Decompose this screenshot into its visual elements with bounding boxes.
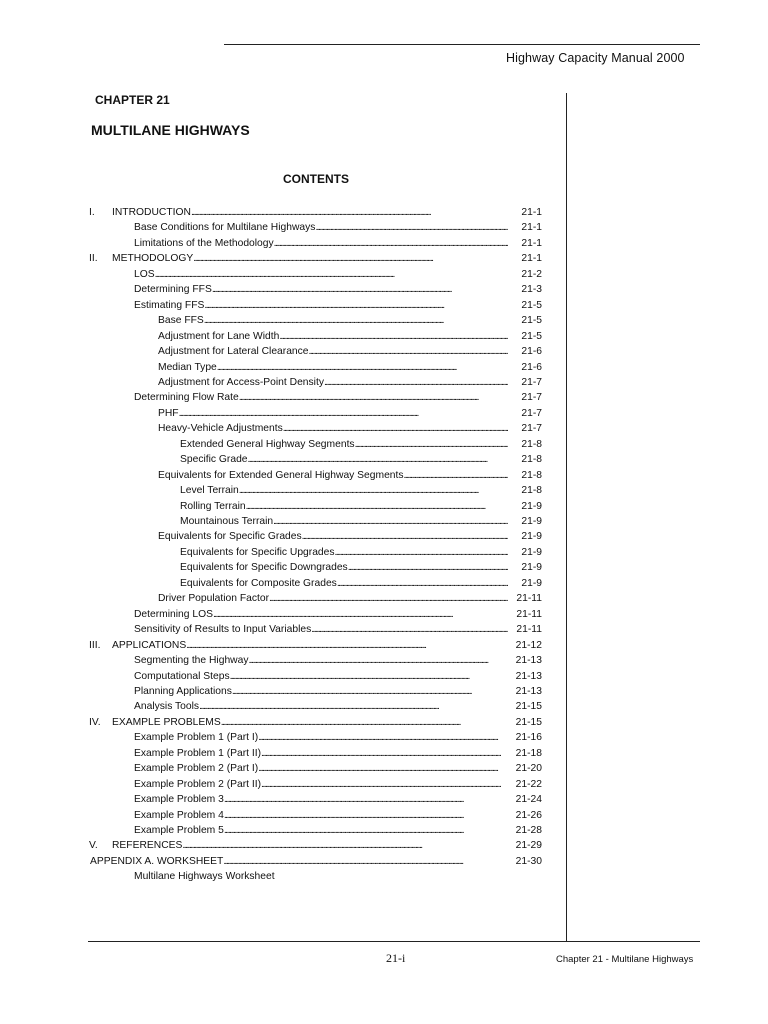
toc-entry[interactable] xyxy=(0,560,768,575)
toc-page-number: 21-16 xyxy=(515,732,542,744)
toc-page-number: 21-7 xyxy=(521,407,542,419)
toc-page-number: 21-7 xyxy=(521,423,542,435)
toc-dot-leader xyxy=(230,669,508,684)
toc-entry-label: Example Problem 5 xyxy=(134,825,224,836)
toc-dot-leader xyxy=(221,715,508,730)
toc-dot-leader xyxy=(217,360,508,375)
toc-entry-label: Determining FFS xyxy=(134,284,212,296)
toc-entry[interactable] xyxy=(0,808,768,823)
toc-dot-leader xyxy=(193,251,508,266)
toc-entry[interactable] xyxy=(0,421,768,436)
page-number: 21-i xyxy=(386,951,406,965)
toc-entry-label: Adjustment for Lane Width xyxy=(158,330,280,342)
toc-page-number: 21-8 xyxy=(521,454,542,466)
toc-entry-label: Equivalents for Extended General Highway Segments xyxy=(158,469,404,481)
toc-entry[interactable] xyxy=(0,838,768,853)
toc-dot-leader xyxy=(212,282,508,297)
toc-entry-label: Example Problem 1 (Part I) xyxy=(134,732,259,744)
toc-page-number: 21-5 xyxy=(521,315,542,327)
toc-entry[interactable] xyxy=(0,344,768,359)
toc-dot-leader xyxy=(191,205,508,220)
toc-entry[interactable] xyxy=(0,699,768,714)
toc-entry-label: Limitations of the Methodology xyxy=(134,237,274,249)
toc-page-number: 21-11 xyxy=(516,624,542,636)
toc-dot-leader xyxy=(204,298,508,313)
toc-page-number: 21-1 xyxy=(521,237,542,249)
toc-dot-leader xyxy=(248,452,508,467)
toc-page-number: 21-29 xyxy=(515,840,542,852)
running-header: Highway Capacity Manual 2000 xyxy=(506,51,685,65)
toc-dot-leader xyxy=(199,699,508,714)
toc-entry-label: REFERENCES xyxy=(112,840,183,852)
toc-entry[interactable] xyxy=(0,684,768,699)
toc-entry-label: Base FFS xyxy=(158,315,204,327)
toc-entry[interactable] xyxy=(0,607,768,622)
toc-dot-leader xyxy=(204,313,508,328)
toc-dot-leader xyxy=(246,499,508,514)
toc-dot-leader xyxy=(224,808,508,823)
toc-dot-leader xyxy=(261,746,508,761)
toc-dot-leader xyxy=(239,483,508,498)
toc-page-number: 21-1 xyxy=(521,253,542,265)
toc-entry-label: Multilane Highways Worksheet xyxy=(134,871,275,883)
toc-entry-label: Determining Flow Rate xyxy=(134,392,239,404)
toc-entry-label: Sensitivity of Results to Input Variables xyxy=(134,624,312,636)
toc-dot-leader xyxy=(355,437,508,452)
toc-entry-label: Base Conditions for Multilane Highways xyxy=(134,222,316,234)
toc-dot-leader xyxy=(273,514,508,529)
toc-dot-leader xyxy=(182,838,508,853)
toc-entry[interactable] xyxy=(0,638,768,653)
toc-dot-leader xyxy=(258,730,508,745)
toc-entry[interactable] xyxy=(0,622,768,637)
toc-entry-label: Equivalents for Specific Downgrades xyxy=(180,562,348,574)
toc-dot-leader xyxy=(348,560,508,575)
toc-page-number: 21-11 xyxy=(516,608,542,620)
toc-dot-leader xyxy=(279,329,508,344)
toc-page-number: 21-26 xyxy=(515,809,542,821)
toc-dot-leader xyxy=(315,220,508,235)
toc-entry[interactable] xyxy=(0,375,768,390)
toc-entry-label: INTRODUCTION xyxy=(112,207,191,218)
toc-entry-label: Equivalents for Specific Upgrades xyxy=(180,546,335,558)
toc-entry[interactable] xyxy=(0,267,768,282)
toc-entry-label: LOS xyxy=(134,268,155,280)
toc-entry[interactable] xyxy=(0,715,768,730)
toc-entry[interactable] xyxy=(0,669,768,684)
toc-entry[interactable] xyxy=(0,792,768,807)
toc-page-number: 21-5 xyxy=(521,330,542,342)
toc-dot-leader xyxy=(404,468,508,483)
toc-page-number: 21-22 xyxy=(515,778,542,790)
toc-page-number: 21-18 xyxy=(515,747,542,759)
toc-dot-leader xyxy=(269,591,508,606)
toc-dot-leader xyxy=(283,421,508,436)
toc-page-number: 21-12 xyxy=(515,639,542,651)
toc-dot-leader xyxy=(261,777,508,792)
toc-page-number: 21-13 xyxy=(515,670,542,682)
toc-entry-label: Example Problem 3 xyxy=(134,794,224,806)
toc-page-number: 21-9 xyxy=(521,500,542,512)
toc-dot-leader xyxy=(337,576,508,591)
toc-entry-label: Computational Steps xyxy=(134,670,230,682)
toc-page-number: 21-20 xyxy=(515,763,542,775)
toc-entry[interactable] xyxy=(0,514,768,529)
toc-entry[interactable] xyxy=(0,282,768,297)
toc-entry[interactable] xyxy=(0,823,768,838)
toc-page-number: 21-7 xyxy=(521,376,542,388)
toc-entry[interactable] xyxy=(0,529,768,544)
toc-page-number: 21-2 xyxy=(521,268,542,280)
toc-page-number: 21-9 xyxy=(521,531,542,543)
toc-entry-label: Determining LOS xyxy=(134,608,213,620)
toc-entry-label: Equivalents for Specific Grades xyxy=(158,531,302,543)
toc-entry-label: EXAMPLE PROBLEMS xyxy=(112,716,221,728)
toc-page-number: 21-11 xyxy=(516,593,542,605)
toc-dot-leader xyxy=(309,344,508,359)
toc-dot-leader xyxy=(311,622,508,637)
toc-entry-label: Extended General Highway Segments xyxy=(180,438,355,450)
toc-entry-label: Example Problem 1 (Part II) xyxy=(134,747,262,759)
toc-dot-leader xyxy=(224,823,508,838)
toc-page-number: 21-6 xyxy=(521,346,542,358)
header-rule xyxy=(224,44,700,45)
toc-page-number: 21-3 xyxy=(521,284,542,296)
toc-section-numeral: III. xyxy=(89,639,101,651)
toc-entry-label: Example Problem 2 (Part I) xyxy=(134,763,259,775)
toc-entry[interactable] xyxy=(0,653,768,668)
toc-page-number: 21-8 xyxy=(521,469,542,481)
toc-dot-leader xyxy=(324,375,508,390)
toc-entry-label: Driver Population Factor xyxy=(158,593,270,605)
toc-entry[interactable] xyxy=(0,360,768,375)
toc-entry-label: Mountainous Terrain xyxy=(180,516,274,527)
toc-page-number: 21-5 xyxy=(521,299,542,311)
toc-entry-label: Rolling Terrain xyxy=(180,500,246,512)
toc-entry[interactable] xyxy=(0,205,768,220)
toc-entry-label: Example Problem 2 (Part II) xyxy=(134,778,262,790)
toc-dot-leader xyxy=(186,638,508,653)
toc-section-numeral: V. xyxy=(89,840,98,852)
toc-entry[interactable] xyxy=(0,761,768,776)
toc-section-numeral: IV. xyxy=(89,716,101,728)
toc-entry-label: APPENDIX A. WORKSHEET xyxy=(90,855,224,867)
toc-dot-leader xyxy=(239,390,508,405)
toc-entry[interactable] xyxy=(0,313,768,328)
toc-entry-label: Estimating FFS xyxy=(134,299,205,311)
toc-entry[interactable] xyxy=(0,854,768,869)
toc-entry[interactable] xyxy=(0,251,768,266)
toc-entry[interactable] xyxy=(0,499,768,514)
toc-entry[interactable] xyxy=(0,483,768,498)
toc-dot-leader xyxy=(274,236,508,251)
toc-page-number: 21-13 xyxy=(515,685,542,697)
toc-entry[interactable] xyxy=(0,576,768,591)
toc-dot-leader xyxy=(258,761,508,776)
toc-entry[interactable] xyxy=(0,220,768,235)
toc-entry[interactable] xyxy=(0,545,768,560)
toc-entry[interactable] xyxy=(0,468,768,483)
toc-page-number: 21-1 xyxy=(521,207,542,218)
toc-page-number: 21-9 xyxy=(521,562,542,574)
toc-entry-label: Analysis Tools xyxy=(134,701,200,713)
toc-entry-label: Median Type xyxy=(158,361,217,373)
toc-dot-leader xyxy=(335,545,508,560)
chapter-number: CHAPTER 21 xyxy=(95,93,170,107)
toc-dot-leader xyxy=(213,607,508,622)
toc-entry-label: APPLICATIONS xyxy=(112,639,187,651)
toc-page-number: 21-7 xyxy=(521,392,542,404)
toc-entry[interactable] xyxy=(0,437,768,452)
toc-dot-leader xyxy=(223,854,508,869)
toc-entry[interactable] xyxy=(0,746,768,761)
toc-entry[interactable] xyxy=(0,869,768,884)
toc-dot-leader xyxy=(302,529,508,544)
toc-page-number: 21-9 xyxy=(521,546,542,558)
toc-page-number: 21-30 xyxy=(515,855,542,867)
toc-entry-label: PHF xyxy=(158,407,179,419)
toc-page-number: 21-9 xyxy=(521,516,542,527)
toc-page-number: 21-8 xyxy=(521,438,542,450)
footer-rule xyxy=(88,941,700,942)
toc-dot-leader xyxy=(248,653,508,668)
footer-chapter-label: Chapter 21 - Multilane Highways xyxy=(556,954,694,965)
toc-dot-leader xyxy=(179,406,508,421)
chapter-title: MULTILANE HIGHWAYS xyxy=(91,122,250,138)
toc-page-number: 21-15 xyxy=(515,701,542,713)
toc-page-number: 21-15 xyxy=(515,716,542,728)
toc-entry[interactable] xyxy=(0,406,768,421)
toc-entry[interactable] xyxy=(0,236,768,251)
toc-page-number: 21-13 xyxy=(515,655,542,667)
toc-entry-label: Adjustment for Lateral Clearance xyxy=(158,346,309,358)
toc-page-number: 21-1 xyxy=(521,222,542,234)
toc-entry[interactable] xyxy=(0,777,768,792)
toc-entry-label: Planning Applications xyxy=(134,685,232,697)
toc-entry[interactable] xyxy=(0,730,768,745)
contents-heading: CONTENTS xyxy=(283,172,349,186)
toc-entry-label: Equivalents for Composite Grades xyxy=(180,577,337,589)
toc-entry-label: Specific Grade xyxy=(180,454,248,466)
toc-page-number: 21-9 xyxy=(521,577,542,589)
toc-page-number: 21-28 xyxy=(515,825,542,836)
toc-dot-leader xyxy=(224,792,508,807)
toc-section-numeral: II. xyxy=(89,253,98,265)
toc-entry[interactable] xyxy=(0,591,768,606)
toc-entry[interactable] xyxy=(0,298,768,313)
toc-page-number: 21-6 xyxy=(521,361,542,373)
toc-entry[interactable] xyxy=(0,452,768,467)
toc-page-number: 21-8 xyxy=(521,485,542,497)
toc-entry-label: METHODOLOGY xyxy=(112,253,194,265)
toc-dot-leader xyxy=(155,267,508,282)
toc-dot-leader xyxy=(232,684,508,699)
toc-entry-label: Adjustment for Access-Point Density xyxy=(158,376,324,388)
toc-entry[interactable] xyxy=(0,329,768,344)
toc-entry[interactable] xyxy=(0,390,768,405)
toc-entry-label: Heavy-Vehicle Adjustments xyxy=(158,423,283,435)
toc-entry-label: Example Problem 4 xyxy=(134,809,224,821)
toc-section-numeral: I. xyxy=(89,207,95,218)
toc-entry-label: Level Terrain xyxy=(180,485,239,497)
toc-page-number: 21-24 xyxy=(515,794,542,806)
toc-entry-label: Segmenting the Highway xyxy=(134,655,249,667)
